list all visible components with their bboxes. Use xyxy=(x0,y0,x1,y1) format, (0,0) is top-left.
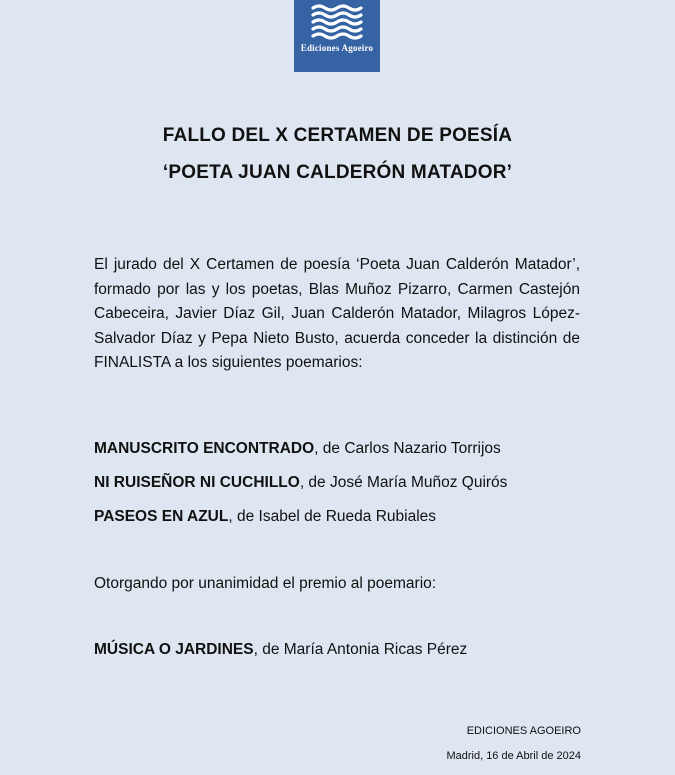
finalist-title: NI RUISEÑOR NI CUCHILLO xyxy=(94,474,300,491)
waves-icon xyxy=(310,3,364,43)
finalist-author: , de José María Muñoz Quirós xyxy=(299,474,508,491)
jury-paragraph: El jurado del X Certamen de poesía ‘Poeta Juan Calderón Matador’, formado por las y los poetas, Blas Muñoz Pizarro, Carmen Castejón Cabeceira, Javier Díaz Gil, Juan Calderón Matador, Milagros López-Salvador Díaz y Pepa Nieto Busto, acuerda conceder la distinción de FINALISTA a los siguientes poemarios: xyxy=(94,256,580,371)
award-intro: Otorgando por unanimidad el premio al poemario: xyxy=(94,575,437,592)
winner-title: MÚSICA O JARDINES xyxy=(94,641,254,658)
finalist-title: MANUSCRITO ENCONTRADO xyxy=(94,440,315,457)
winner-author: , de María Antonia Ricas Pérez xyxy=(253,641,468,658)
finalist-entry xyxy=(94,508,594,526)
finalist-title: PASEOS EN AZUL xyxy=(94,508,229,525)
finalist-author: , de Carlos Nazario Torrijos xyxy=(314,440,501,457)
logo-text: Ediciones Agoeiro xyxy=(300,43,374,53)
finalist-author: , de Isabel de Rueda Rubiales xyxy=(228,508,437,525)
page-title-line1: FALLO DEL X CERTAMEN DE POESÍA xyxy=(162,125,513,146)
publisher-logo xyxy=(294,0,380,72)
finalist-entry xyxy=(94,440,594,458)
page-title-line2: ‘POETA JUAN CALDERÓN MATADOR’ xyxy=(162,162,513,183)
winner-entry xyxy=(94,641,594,659)
footer-place-date: Madrid, 16 de Abril de 2024 xyxy=(446,750,581,762)
footer-publisher: EDICIONES AGOEIRO xyxy=(466,725,581,737)
finalist-entry xyxy=(94,474,594,492)
